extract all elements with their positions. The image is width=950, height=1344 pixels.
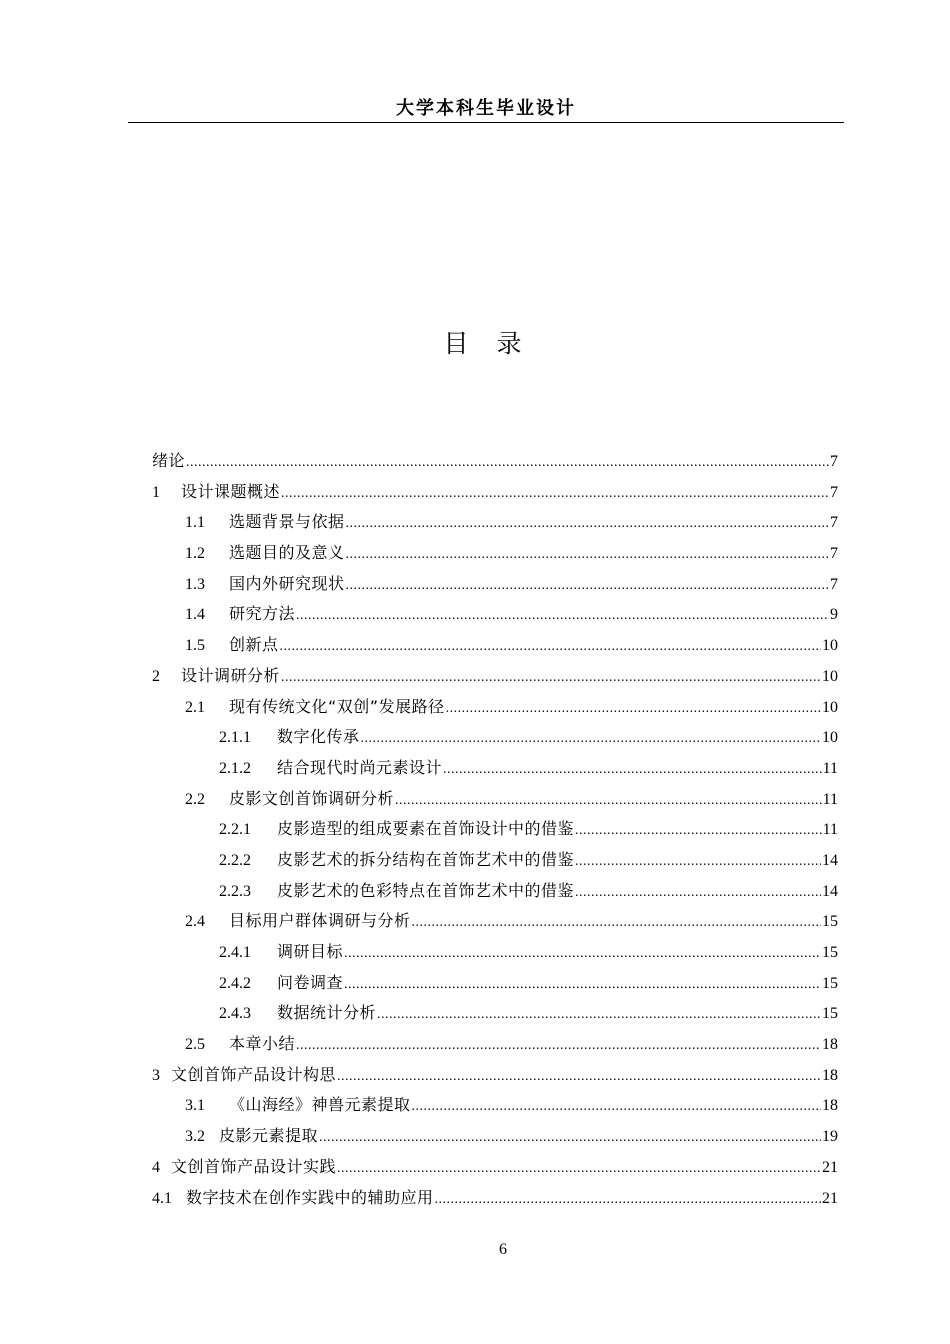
toc-entry-number: 2.2.1	[219, 821, 251, 839]
toc-entry-number: 1.5	[185, 637, 205, 655]
toc-dot-leader	[412, 1092, 821, 1123]
toc-dot-leader	[296, 601, 829, 632]
header-rule	[128, 122, 844, 123]
toc-dot-leader	[319, 1123, 821, 1154]
toc-entry-page: 14	[822, 851, 838, 869]
toc-dot-leader	[575, 816, 822, 847]
toc-entry-number: 4.1	[152, 1189, 172, 1207]
toc-entry-title: 结合现代时尚元素设计	[277, 757, 443, 777]
toc-entry-title: 皮影造型的组成要素在首饰设计中的借鉴	[277, 819, 575, 839]
toc-dot-leader	[446, 694, 821, 725]
toc-entry-page: 9	[830, 606, 838, 624]
toc-entry-title: 皮影文创首饰调研分析	[229, 788, 395, 808]
toc-entry-title: 数字化传承	[277, 727, 360, 747]
toc-dot-leader	[337, 1154, 821, 1185]
toc-dot-leader	[186, 448, 829, 479]
toc-entry-title: 问卷调查	[277, 972, 344, 992]
toc-entry[interactable]	[152, 722, 838, 753]
toc-entry-page: 19	[822, 1128, 838, 1146]
toc-dot-leader	[281, 479, 829, 510]
toc-entry-number: 2.4.2	[219, 974, 251, 992]
toc-entry-number: 1.4	[185, 606, 205, 624]
toc-entry-page: 18	[822, 1066, 838, 1084]
toc-entry-page: 7	[830, 545, 838, 563]
toc-entry-page: 7	[830, 514, 838, 532]
toc-entry-title: 设计课题概述	[181, 481, 281, 501]
toc-dot-leader	[435, 1185, 821, 1216]
toc-dot-leader	[412, 908, 821, 939]
toc-dot-leader	[281, 663, 821, 694]
toc-entry-number: 2	[152, 667, 160, 685]
toc-entry[interactable]	[152, 1121, 838, 1152]
toc-dot-leader	[280, 632, 821, 663]
toc-entry-number: 4	[152, 1158, 160, 1176]
toc-dot-leader	[346, 509, 829, 540]
toc-entry-number: 1	[152, 483, 160, 501]
toc-entry-number: 2.2.3	[219, 882, 251, 900]
toc-entry-title: 选题目的及意义	[229, 543, 345, 563]
toc-entry-page: 7	[830, 483, 838, 501]
toc-entry-title: 皮影艺术的拆分结构在首饰艺术中的借鉴	[277, 849, 575, 869]
toc-entry-page: 15	[822, 913, 838, 931]
toc-entry-number: 2.1	[185, 698, 205, 716]
toc-entry-number: 2.5	[185, 1036, 205, 1054]
toc-dot-leader	[346, 571, 829, 602]
toc-entry-number: 2.4.3	[219, 1005, 251, 1023]
toc-dot-leader	[575, 878, 821, 909]
toc-dot-leader	[575, 847, 821, 878]
toc-entry-page: 11	[822, 821, 838, 839]
toc-entry[interactable]	[152, 1090, 838, 1121]
toc-entry-number: 2.4.1	[219, 944, 251, 961]
toc-dot-leader	[344, 970, 821, 1001]
toc-entry-page: 15	[822, 974, 838, 992]
toc-entry[interactable]	[152, 630, 838, 661]
toc-entry-title: 国内外研究现状	[229, 573, 345, 593]
toc-dot-leader	[337, 1062, 821, 1093]
toc-entry-page: 21	[822, 1189, 838, 1207]
toc-entry[interactable]	[152, 1029, 838, 1060]
running-header: 大学本科生毕业设计	[396, 98, 576, 119]
toc-entry[interactable]	[152, 998, 838, 1029]
toc-entry-title: 皮影元素提取	[219, 1126, 319, 1146]
toc-entry[interactable]	[152, 753, 838, 784]
toc-entry-number: 2.2.2	[219, 851, 251, 869]
toc-entry-number: 1.1	[185, 514, 205, 532]
toc-entry-title: 本章小结	[229, 1034, 296, 1054]
toc-title: 目 录	[443, 329, 532, 358]
toc-entry-title: 绪论	[152, 451, 186, 470]
toc-entry-page: 18	[822, 1097, 838, 1115]
toc-dot-leader	[443, 755, 822, 786]
toc-entry[interactable]	[152, 692, 838, 723]
toc-entry-page: 7	[830, 453, 838, 470]
toc-dot-leader	[296, 1031, 821, 1062]
toc-entry-title: 文创首饰产品设计实践	[171, 1156, 337, 1176]
toc-entry-page: 14	[822, 882, 838, 900]
toc-entry-page: 7	[830, 575, 838, 593]
toc-entry-title: 《山海经》神兽元素提取	[229, 1095, 411, 1115]
toc-entry[interactable]	[152, 845, 838, 876]
toc-entry[interactable]	[152, 968, 838, 999]
toc-entry-number: 2.1.1	[219, 729, 251, 747]
toc-entry-title: 创新点	[229, 635, 279, 655]
toc-dot-leader	[344, 939, 821, 970]
toc-entry[interactable]	[152, 937, 838, 968]
toc-entry-page: 15	[822, 1005, 838, 1023]
toc-entry-page: 10	[822, 729, 838, 747]
toc-entry-title: 研究方法	[229, 604, 296, 624]
toc-entry-title: 调研目标	[277, 942, 344, 961]
toc-entry[interactable]	[152, 906, 838, 937]
toc-entry-title: 选题背景与依据	[229, 512, 345, 532]
toc-entry[interactable]	[152, 661, 838, 692]
toc-entry-number: 3.1	[185, 1097, 205, 1115]
toc-entry-title: 数字技术在创作实践中的辅助应用	[186, 1187, 434, 1207]
toc-entry-title: 设计调研分析	[181, 665, 281, 685]
toc-entry-title: 现有传统文化“双创”发展路径	[229, 696, 445, 716]
toc-entry[interactable]	[152, 1183, 838, 1214]
toc-entry-number: 2.1.2	[219, 759, 251, 777]
toc-entry-title: 文创首饰产品设计构思	[171, 1064, 337, 1084]
toc-entry-number: 1.2	[185, 545, 205, 563]
toc-entry-title: 数据统计分析	[277, 1003, 377, 1023]
toc-entry[interactable]	[152, 876, 838, 907]
toc-dot-leader	[361, 724, 821, 755]
toc-entry-page: 11	[822, 790, 838, 808]
toc-entry-page: 11	[822, 759, 838, 777]
toc-entry-page: 15	[822, 944, 838, 961]
toc-entry[interactable]	[152, 569, 838, 600]
toc-entry-number: 3.2	[185, 1128, 205, 1146]
toc-entry[interactable]	[152, 538, 838, 569]
toc-entry[interactable]	[152, 446, 838, 477]
toc-entry-number: 2.2	[185, 790, 205, 808]
toc-entry[interactable]	[152, 1060, 838, 1091]
toc-entry-page: 18	[822, 1036, 838, 1054]
table-of-contents	[152, 446, 838, 1213]
toc-entry[interactable]	[152, 507, 838, 538]
toc-entry[interactable]	[152, 599, 838, 630]
toc-entry[interactable]	[152, 477, 838, 508]
toc-entry[interactable]	[152, 1152, 838, 1183]
toc-entry-number: 2.4	[185, 913, 205, 931]
toc-entry[interactable]	[152, 784, 838, 815]
toc-entry-number: 1.3	[185, 575, 205, 593]
toc-entry-page: 10	[822, 698, 838, 716]
toc-dot-leader	[395, 786, 822, 817]
toc-entry-page: 21	[822, 1158, 838, 1176]
page-number: 6	[499, 1241, 507, 1258]
toc-entry-title: 目标用户群体调研与分析	[229, 911, 411, 931]
toc-entry-page: 10	[822, 637, 838, 655]
toc-dot-leader	[346, 540, 829, 571]
toc-dot-leader	[377, 1000, 821, 1031]
toc-entry-number: 3	[152, 1066, 160, 1084]
toc-entry[interactable]	[152, 814, 838, 845]
toc-entry-page: 10	[822, 667, 838, 685]
toc-entry-title: 皮影艺术的色彩特点在首饰艺术中的借鉴	[277, 880, 575, 900]
